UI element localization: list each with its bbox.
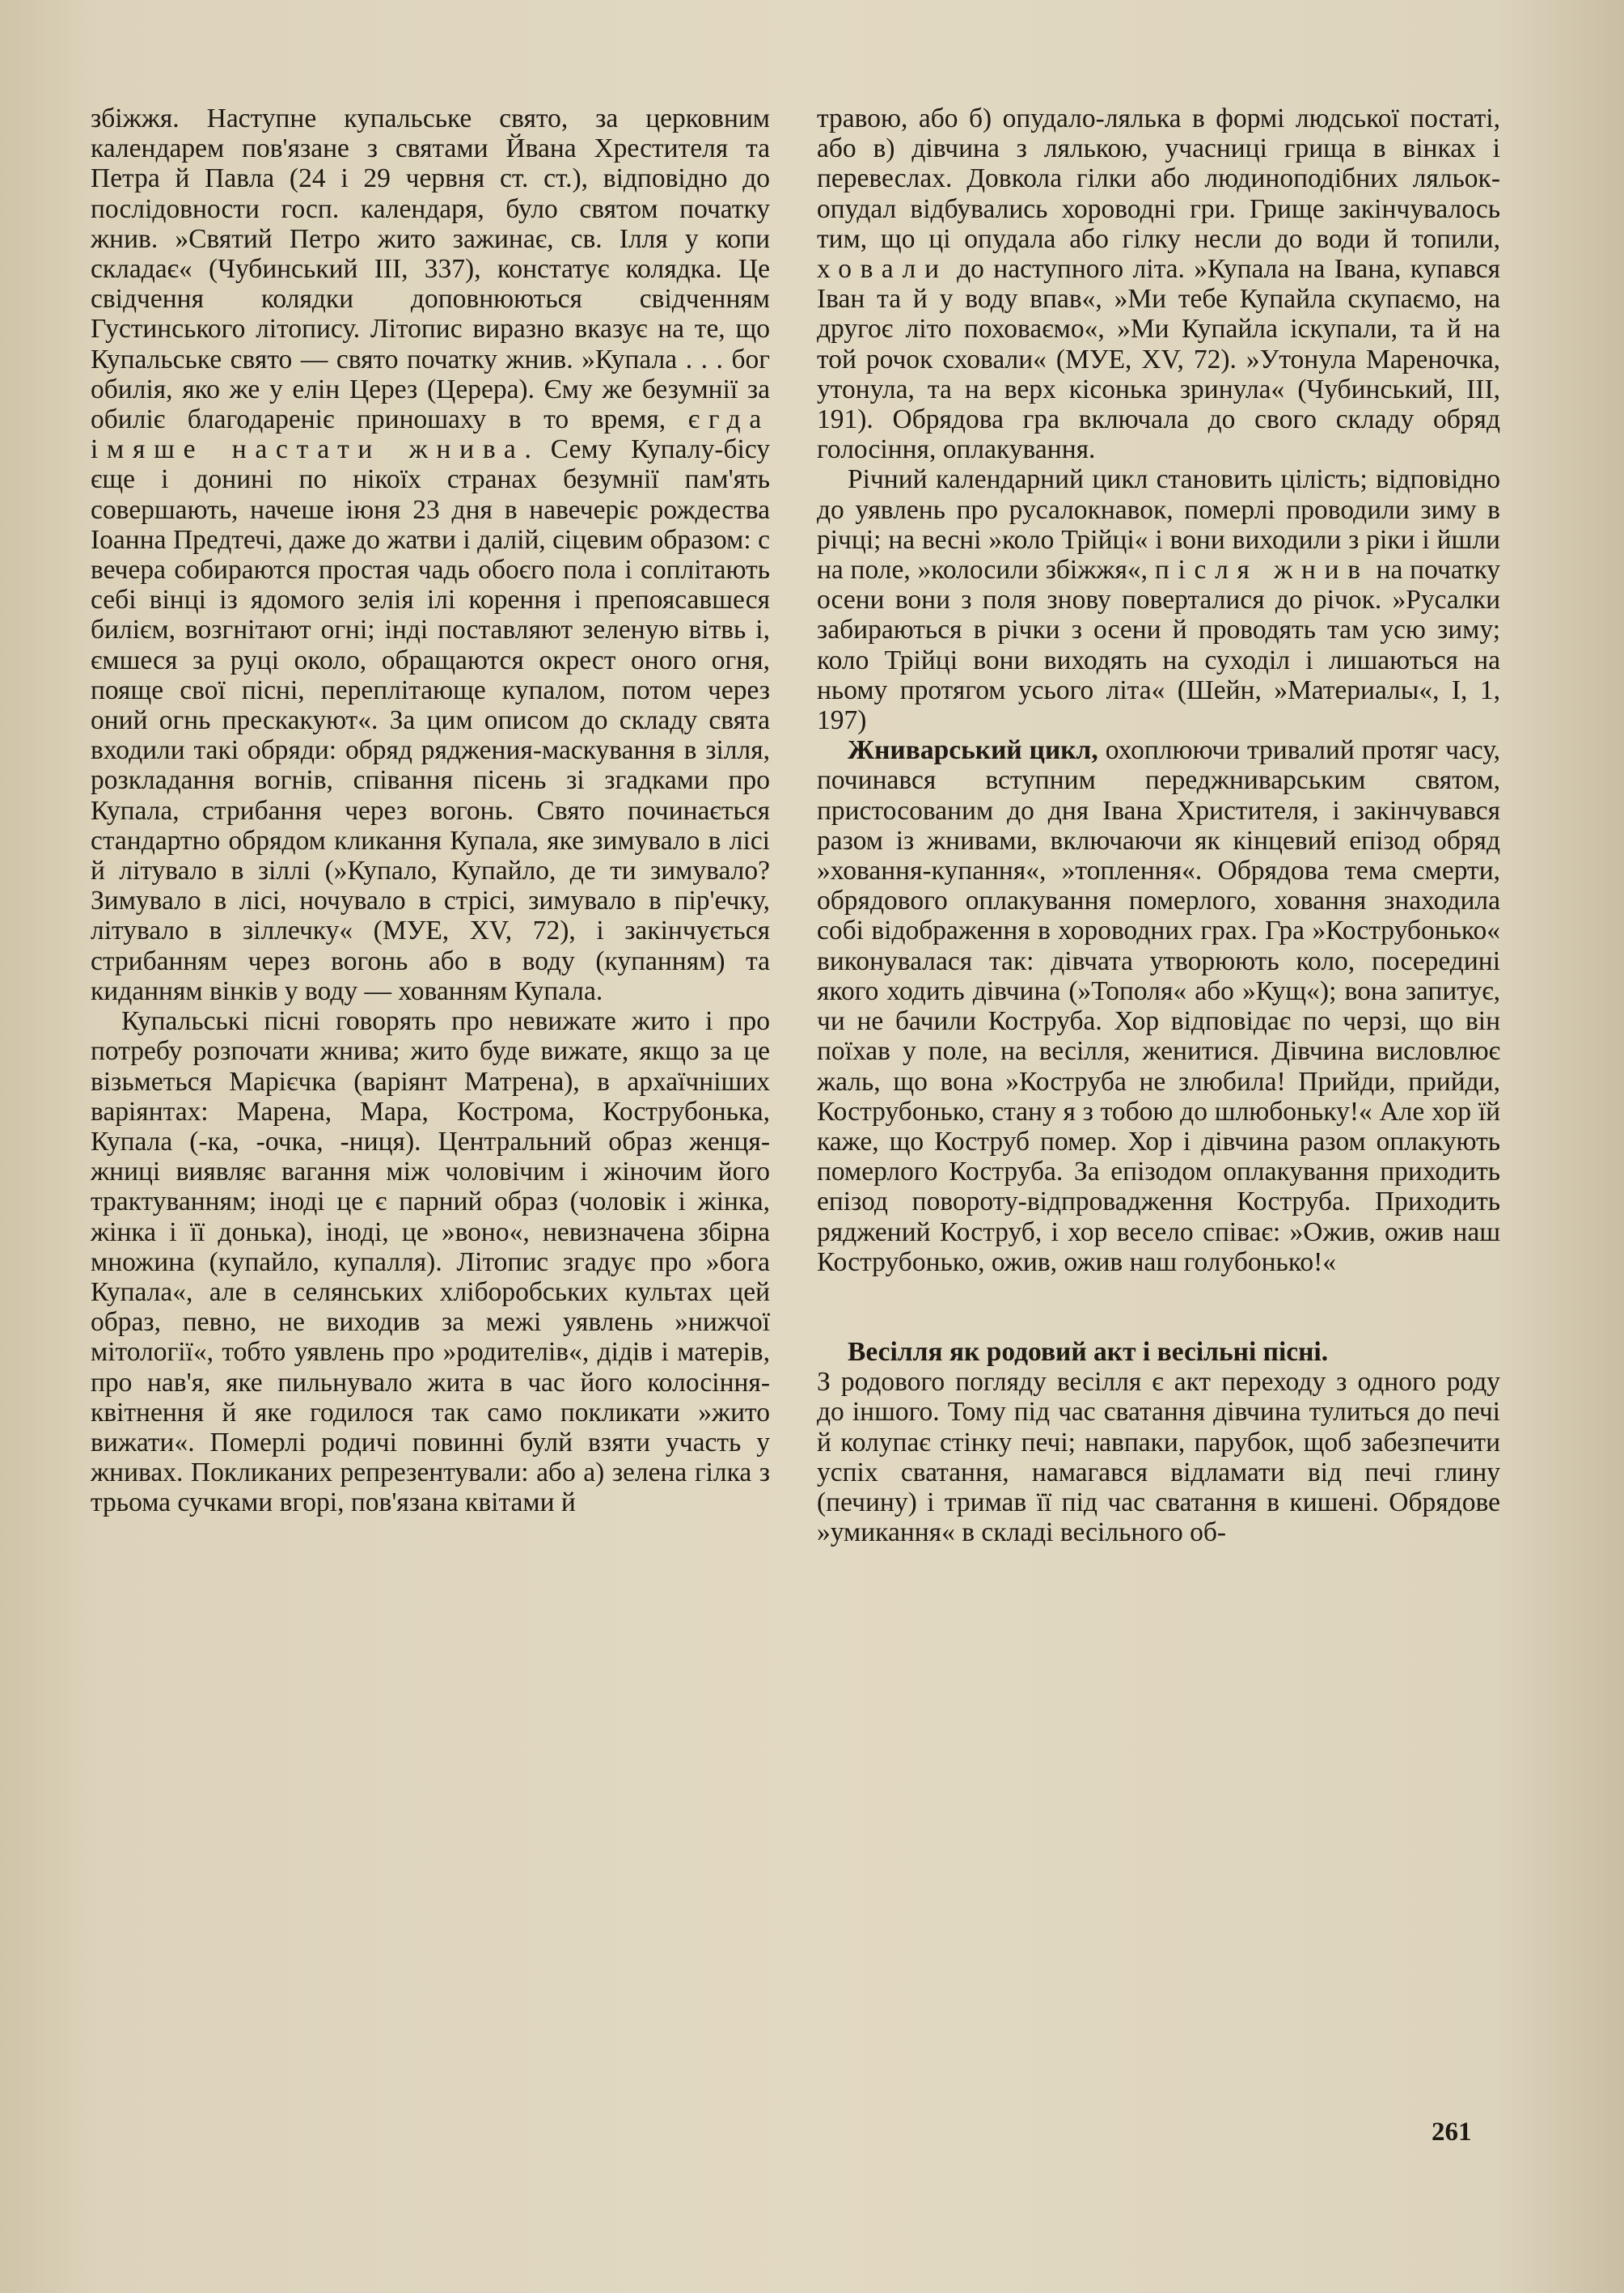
text-run: на початку осени вони з поля знову поверталися до річок. »Русалки забираються в річки з осени й проводять там усю зиму; коло Трійці вони виходять на суходіл і лишаються на ньому протягом усього літа« (Шейн, »Материалы«, I, 1, 197): [817, 555, 1501, 736]
section-heading: Жниварський цикл,: [848, 735, 1098, 766]
paragraph: [817, 735, 1500, 1277]
paragraph: [817, 464, 1500, 735]
section-gap: [817, 1277, 1500, 1337]
text-run: охоплюючи тривалий протяг часу, починався вступним переджниварським святом, пристосованим до дня Івана Христителя, і закінчувався разом із жнивами, включаючи як кінцевий епізод обряд »ховання-купання«, »топлення«. Обрядова тема смерти, обрядового оплакування померлого, ховання знаходила собі відображення в хороводних грах. Гра »Кострубонько« виконувалася так: дівчата утворюють коло, посередині якого ходить дівчина (»Тополя« або »Кущ«); вона запитує, чи не бачили Коструба. Хор відповідає по черзі, що він поїхав у поле, на весілля, женитися. Дівчина висловлює жаль, що вона »Коструба не злюбила! Прийди, прийди, Кострубонько, стану я з тобою до шлюбоньку!« Але хор їй каже, що Коструб помер. Хор і дівчина разом оплакують померлого Коструба. За епізодом оплакування приходить епізод повороту-відпровадження Коструба. Приходить ряджений Коструб, і хор весело співає: »Ожив, ожив наш Кострубонько, ожив, ожив наш голубонько!«: [817, 735, 1500, 1277]
text-run: до наступного літа. »Купала на Івана, купався Іван та й у воду впав«, »Ми тебе Купайла скупаємо, на другоє літо поховаємо«, »Ми Купайла іскупали, та й на той рочок сховали« (МУЕ, XV, 72). »Утонула Мареночка, утонула, та на верх кісонька зринула« (Чубинський, III, 191). Обрядова гра включала до свого складу обряд голосіння, оплакування.: [817, 254, 1500, 465]
spaced-text: після жнив: [1154, 555, 1369, 586]
spaced-text: ховали: [817, 254, 948, 285]
text-run: збіжжя. Наступне купальське свято, за церковним календарем пов'язане з святами Йвана Хрестителя та Петра й Павла (24 і 29 червня ст. ст.), відповідно до послідовности госп. календаря, було святом початку жнив. »Святий Петро жито зажинає, св. Ілля у копи складає« (Чубинський III, 337), констатує колядка. Це свідчення колядки доповнюються свідченням Густинського літопису. Літопис виразно вказує на те, що Купальське свято — свято початку жнив. »Купала . . . бог обилія, яко же у елін Церез (Церера). Єму же безумнії за обиліє благодареніє приношаху в то время,: [91, 104, 770, 435]
text-run: З родового погляду весілля є акт переходу з одного роду до іншого. Тому під час сватання дівчина тулиться до печі й колупає стінку печі; навпаки, парубок, щоб забезпечити успіх сватання, намагався відламати від печі глину (печину) і тримав її під час сватання в кишені. Обрядове »умикання« в складі весільного об-: [817, 1367, 1500, 1548]
paragraph: [817, 1337, 1500, 1367]
paragraph: [817, 1367, 1500, 1547]
text-run: . Сему Купалу-бісу єще і донині по нікоїх странах безумнії пам'ять совершають, начеше іюня 23 дня в навечеріє рождества Іоанна Предтечі, даже до жатви і далій, сіцевим образом: с вечера собираются простая чадь обоєго пола і соплітають себі вінці із ядомого зелія ілі корення і препоясавшеся билієм, возгнітают огні; інді поставляют зеленую вітвь і, ємшеся за руці около, обращаются окрест оного огня, пояще свої пісні, переплітающе купалом, потом через оний огнь прескакуют«. За цим описом до складу свята входили такі обряди: обряд ряджения-маскування в зілля, розкладання вогнів, співання пісень зі згадками про Купала, стрибання через вогонь. Свято починається стандартно обрядом кликання Купала, яке зимувало в лісі й літувало в зіллі (»Купало, Купайло, де ти зимувало? Зимувало в лісі, ночувало в стрісі, зимувало в пір'ечку, літувало в зіллечку« (МУЕ, XV, 72), і закінчується стрибанням через вогонь або в воду (купанням) та киданням вінків у воду — хованням Купала.: [91, 434, 770, 1006]
left-column: [91, 104, 770, 1518]
spaced-text: єгда імяше настати жнива: [91, 404, 770, 465]
section-heading: Весілля як родовий акт і весільні пісні.: [848, 1336, 1329, 1367]
paragraph: [91, 1006, 770, 1517]
right-column: [817, 104, 1500, 1547]
text-run: травою, або б) опудало-лялька в формі людської постаті, або в) дівчина з лялькою, учасниці грища в вінках і перевеслах. Довкола гілки або людиноподібних ляльок-опудал відбувались хороводні гри. Грище закінчувалось тим, що ці опудала або гілку несли до води й топили,: [817, 104, 1500, 254]
text-run: Купальські пісні говорять про невижате жито і про потребу розпочати жнива; жито буде вижате, якщо за це візьметься Марієчка (варіянт Матрена), в архаїчніших варіянтах: Марена, Мара, Кострома, Кострубонька, Купала (-ка, -очка, -ниця). Центральний образ женця-жниці виявляє вагання між чоловічим і жіночим його трактуванням; іноді це є парний образ (чоловік і жінка, жінка і її донька), іноді, це »воно«, невизначена збірна множина (купайло, купалля). Літопис згадує про »бога Купала«, але в селянських хліборобських культах цей образ, певно, не виходив за межі уявлень »нижчої мітології«, тобто уявлень про »родителів«, дідів і матерів, про нав'я, яке пильнувало жита в час його колосіння-квітнення й яке годилося так само покликати »жито вижати«. Померлі родичі повинні булй взяти участь у жнивах. Покликаних репрезентували: або а) зелена гілка з трьома сучками вгорі, пов'язана квітами й: [91, 1006, 770, 1518]
text-run: Річний календарний цикл становить цілість; відповідно до уявлень про русалокнавок, померлі проводили зиму в річці; на весні »коло Трійці« і вони виходили з ріки і йшли на поле, »колосили збіжжя«,: [817, 464, 1500, 586]
paragraph: [817, 104, 1500, 464]
page-number: 261: [1432, 2117, 1472, 2147]
paragraph: [91, 104, 770, 1006]
